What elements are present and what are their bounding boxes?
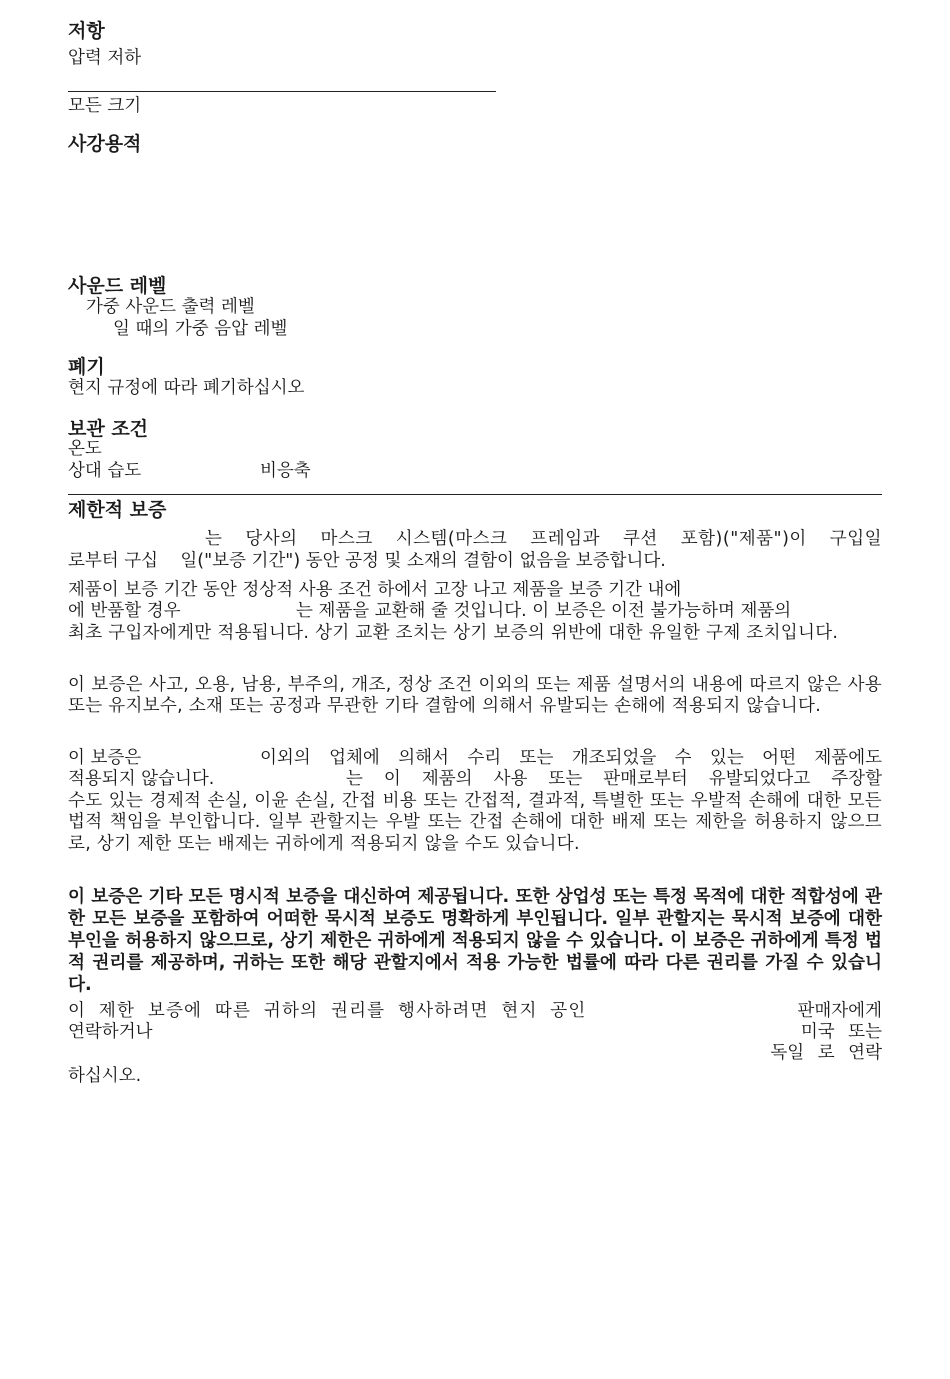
warranty-p6-line3: 독일 로 연락	[770, 1043, 882, 1063]
section-divider	[68, 494, 882, 495]
dead-space-heading: 사강용적	[68, 133, 142, 155]
warranty-p2-line2b: 는 제품을 교환해 줄 것입니다. 이 보증은 이전 불가능하며 제품의	[296, 601, 792, 621]
warranty-p2-rest: 최초 구입자에게만 적용됩니다. 상기 교환 조치는 상기 보증의 위반에 대한 유일한 구제 조치입니다.	[68, 623, 839, 643]
warranty-p6-line1a: 이 제한 보증에 따른 귀하의 권리를 행사하려면 현지 공인	[68, 1001, 587, 1021]
resistance-value: 압력 저하	[68, 48, 142, 68]
storage-temperature: 온도	[68, 439, 102, 459]
spec-divider	[68, 91, 496, 92]
disposal-heading: 폐기	[68, 356, 105, 378]
sound-power-level: 가중 사운드 출력 레벨	[86, 297, 255, 317]
size-value: 모든 크기	[68, 96, 142, 116]
warranty-p6-line4: 하십시오.	[68, 1066, 142, 1086]
warranty-p6-line2a: 연락하거나	[68, 1022, 153, 1042]
warranty-p5: 이 보증은 기타 모든 명시적 보증을 대신하여 제공됩니다. 또한 상업성 또는 특정 목적에 대한 적합성에 관한 모든 보증을 포함하여 어떠한 묵시적 보증도 명확하게 부인됩니다. 일부 관할지는 묵시적 보증에 대한 부인을 허용하지 않으므로, 상기 제한은 귀하에게 적용되지 않을 수 있습니다. 이 보증은 귀하에게 특정 법적 권리를 제공하며, 귀하는 또한 해당 관할지에서 적용 가능한 법률에 따라 다른 권리를 가질 수 있습니다.	[68, 887, 882, 995]
warranty-heading: 제한적 보증	[68, 499, 167, 521]
disposal-value: 현지 규정에 따라 폐기하십시오	[68, 378, 305, 398]
warranty-p3: 이 보증은 사고, 오용, 남용, 부주의, 개조, 정상 조건 이외의 또는 제품 설명서의 내용에 따르지 않은 사용 또는 유지보수, 소재 또는 공정과 무관한 기타 결함에 의해서 유발되는 손해에 적용되지 않습니다.	[68, 675, 882, 717]
storage-heading: 보관 조건	[68, 418, 149, 440]
warranty-p2-line1: 제품이 보증 기간 동안 정상적 사용 조건 하에서 고장 나고 제품을 보증 기간 내에	[68, 580, 682, 600]
warranty-p4-line1b: 이외의 업체에 의해서 수리 또는 개조되었을 수 있는 어떤 제품에도	[260, 748, 882, 768]
warranty-p4-line2a: 적용되지 않습니다.	[68, 769, 215, 789]
storage-humidity-label: 상대 습도	[68, 461, 142, 481]
warranty-p1-line2: 로부터 구십 일("보증 기간") 동안 공정 및 소재의 결함이 없음을 보증합니다.	[68, 551, 666, 571]
warranty-p4-line1a: 이 보증은	[68, 748, 142, 768]
storage-humidity-value: 비응축	[260, 461, 311, 481]
warranty-p2-line2a: 에 반품할 경우	[68, 601, 181, 621]
warranty-p4-rest: 수도 있는 경제적 손실, 이윤 손실, 간접 비용 또는 간접적, 결과적, 특별한 또는 우발적 손해에 대한 모든 법적 책임을 부인합니다. 일부 관할지는 우발 또는 간접 손해에 대한 배제 또는 제한을 허용하지 않으므로, 상기 제한 또는 배제는 귀하에게 적용되지 않을 수도 있습니다.	[68, 791, 882, 854]
sound-pressure-level: 일 때의 가중 음압 레벨	[113, 319, 288, 339]
warranty-p4-line2b: 는 이 제품의 사용 또는 판매로부터 유발되었다고 주장할	[346, 769, 882, 789]
warranty-p1-line1: 는 당사의 마스크 시스템(마스크 프레임과 쿠션 포함)("제품")이 구입일	[205, 529, 882, 549]
warranty-p6-line2b: 미국 또는	[800, 1022, 882, 1042]
resistance-heading: 저항	[68, 20, 105, 42]
sound-level-heading: 사운드 레벨	[68, 275, 167, 297]
warranty-p6-line1b: 판매자에게	[797, 1001, 882, 1021]
